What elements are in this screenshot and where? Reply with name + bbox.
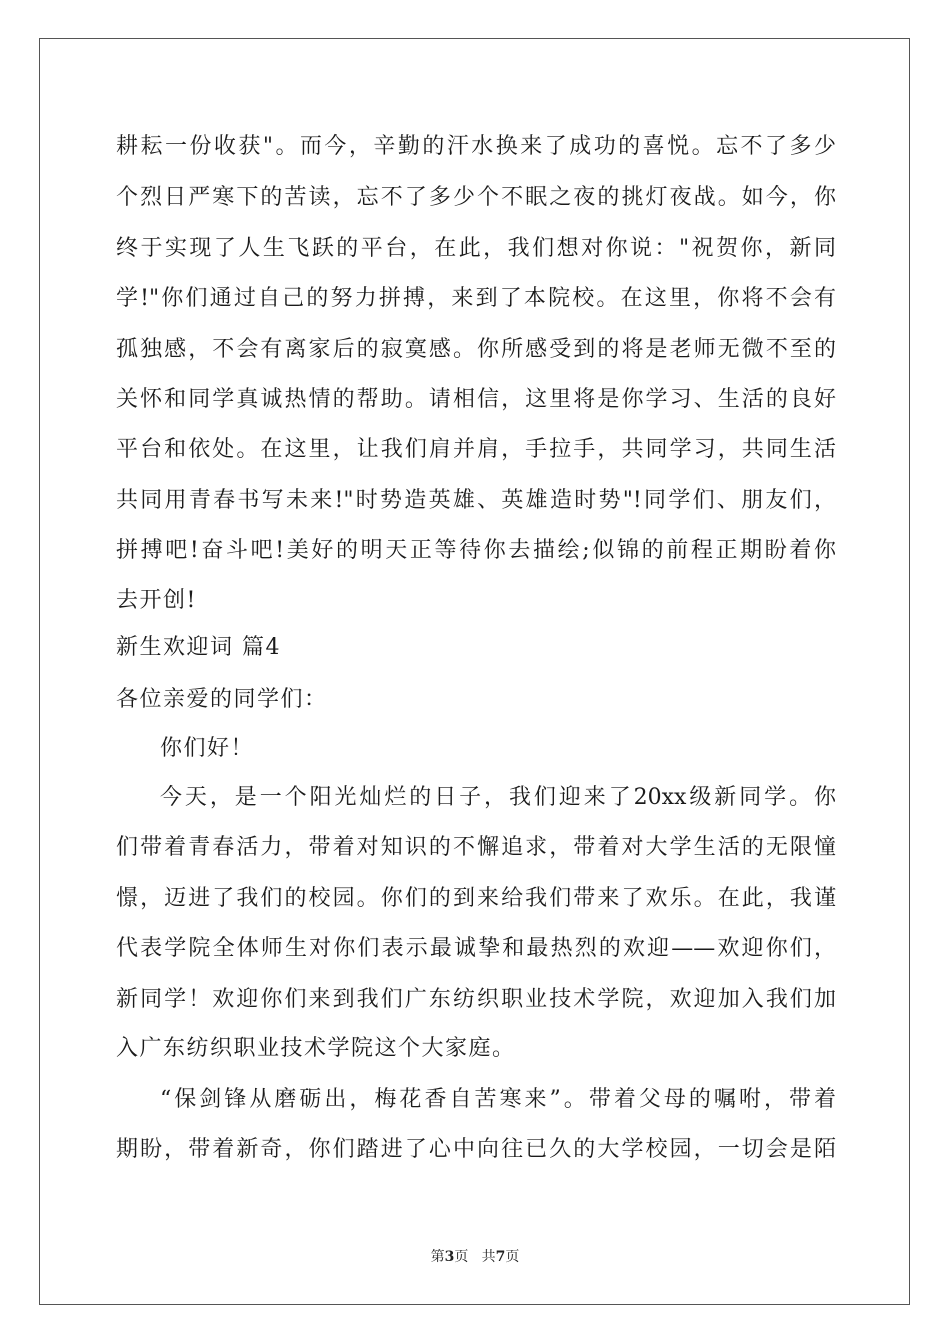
current-page-number: 3 <box>444 1249 455 1265</box>
text-line: 新同学！欢迎你们来到我们广东纺织职业技术学院，欢迎加入我们加 <box>116 987 836 1012</box>
text-line: 个烈日严寒下的苦读，忘不了多少个不眠之夜的挑灯夜战。如今，你 <box>116 185 836 210</box>
text-line: 耕耘一份收获"。而今，辛勤的汗水换来了成功的喜悦。忘不了多少 <box>116 134 836 159</box>
text-line: 平台和依处。在这里，让我们肩并肩，手拉手，共同学习，共同生活 <box>116 437 836 462</box>
page-footer <box>0 1246 950 1266</box>
text-line: 期盼，带着新奇，你们踏进了心中向往已久的大学校园，一切会是陌 <box>116 1137 836 1162</box>
text-line: 代表学院全体师生对你们表示最诚挚和最热烈的欢迎——欢迎你们， <box>116 936 836 961</box>
text-line: 拼搏吧!奋斗吧!美好的明天正等待你去描绘;似锦的前程正期盼着你 <box>116 538 836 563</box>
footer-suffix: 页 <box>505 1249 520 1265</box>
text-line: 去开创! <box>116 588 197 613</box>
text-line: 们带着青春活力，带着对知识的不懈追求，带着对大学生活的无限憧 <box>116 835 836 860</box>
text-line: 今天，是一个阳光灿烂的日子，我们迎来了20xx级新同学。你 <box>160 785 836 810</box>
footer-middle: 页 共 <box>454 1249 496 1265</box>
footer-prefix: 第 <box>430 1249 445 1265</box>
section-heading: 新生欢迎词 篇4 <box>116 635 281 660</box>
total-page-number: 7 <box>495 1249 506 1265</box>
salutation: 各位亲爱的同学们： <box>116 687 328 712</box>
text-line: 学!"你们通过自己的努力拼搏，来到了本院校。在这里，你将不会有 <box>116 286 836 311</box>
text-line: 孤独感，不会有离家后的寂寞感。你所感受到的将是老师无微不至的 <box>116 337 836 362</box>
text-line: 关怀和同学真诚热情的帮助。请相信，这里将是你学习、生活的良好 <box>116 387 836 412</box>
text-line: 入广东纺织职业技术学院这个大家庭。 <box>116 1036 516 1061</box>
greeting: 你们好！ <box>160 736 255 761</box>
text-line: 终于实现了人生飞跃的平台，在此，我们想对你说："祝贺你，新同 <box>116 236 836 261</box>
text-line: “保剑锋从磨砺出，梅花香自苦寒来”。带着父母的嘱咐，带着 <box>160 1087 836 1112</box>
text-line: 共同用青春书写未来!"时势造英雄、英雄造时势"!同学们、朋友们， <box>116 488 836 513</box>
text-line: 憬，迈进了我们的校园。你们的到来给我们带来了欢乐。在此，我谨 <box>116 886 836 911</box>
